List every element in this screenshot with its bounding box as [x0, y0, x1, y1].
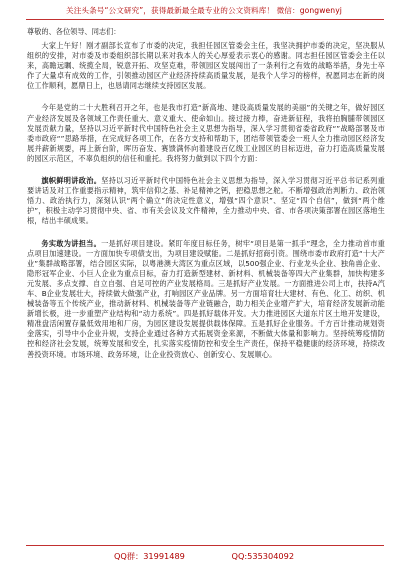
paragraph-1-text: 大家上午好！刚才副部长宣布了市委的决定，我担任园区管委会主任，我坚决拥护市委的决定，坚决服从组织的安排，对市委及市委组织部长期以来对我本人的关心厚爱表示衷心的感谢。同志担任园区管委会主任以来，高瞻远瞩、统揽全局，锐意开拓、攻坚克难，带领园区发展闯出了一条利行之有效的战略举措，身先士卒作了大量卓有成效的工作，引领推动园区产业经济持续高质量发展，是我个人学习的榜样，祝愿同志在新的岗位工作顺利，愿鼎日上，也恳请同志继续支持园区发展。: [27, 41, 385, 91]
paragraph-2: [27, 103, 385, 164]
salutation: 尊敬的、各位领导、同志们：: [27, 27, 121, 36]
paragraph-3: [27, 176, 385, 226]
footer-qq-group: QQ群：31991489: [113, 551, 185, 561]
bottom-divider: [26, 545, 384, 546]
paragraph-3-text: 坚持以习近平新时代中国特色社会主义思想为指导，深入学习贯彻习近平总书记系列重要讲话及对工作重要指示精神，筑牢信仰之基、补足精神之钙，把稳思想之舵。不断增强政治判断力、政治领悟力、政治执行力，深刻认识“两个确立”的决定性意义，增强“四个意识”、坚定“四个自信”，做到“两个维护”，积极主动学习贯彻中央、省、市有关会议及文件精神，全力推动中央、省、市各项决策部署在园区落地生根，结出丰硕成果。: [27, 176, 385, 226]
paragraph-4: [27, 239, 385, 360]
paragraph-4-text: 一是抓好项目建设。紧盯年度目标任务，树牢“项目是第一抓手”理念，全力推动首市重点项目加速建设。一方面加快专项债支出，为项目建设赋能。二是抓好招商引资。围绕市委市政府打造“十大产业”集群战略部署，结合园区实际，以粤港澳大湾区为重点区域，以500强企业、行业龙头企业、独角兽企业、隐形冠军企业、小巨人企业为重点目标，奋力打造新型建材、新材料、机械装备等四大产业集群，加快构建多元发展、多点支撑、自立自强、自足可控的产业发展格局。三是抓好产业发展。一方面推进公司上市，扶持A汽车、B企业发展壮大，持续做大做强产业，打响园区产业品牌。另一方面培育壮大建材、有色、化工、纺织、机械装备等五个传统产业，推动新材料、机械装备等产业链融合，助力相关企业增产扩大，培育经济发展新动能新增长极，进一步重塑产业结构和“动力系统”。四是抓好载体开发。大力推进园区大道东片区土地开发建设，精准盘活闲置存量低效用地和厂房，为园区建设发展提供载体保障。五是抓好企业服务。千方百计推动规划资金落实，引导中小企业升规，支持企业通过各种方式拓展资金来源，不断做大体量和影响力。坚持统筹疫情防控和经济社会发展，统筹发展和安全，扎实落实疫情防控和安全生产责任，保持平稳健康的经济环境，持续改善投资环境。市场环境、政务环境，让企业投资放心、创新安心、发展顺心。: [27, 238, 385, 359]
footer-qq: QQ:535304092: [231, 551, 295, 561]
top-divider: [26, 19, 384, 20]
paragraph-4-lead: 务实敢为讲担当。: [41, 238, 102, 248]
top-banner: 关注头条号“公文研究”，获得最新最全最专业的公文资料库！ 微信：gongwenyj: [66, 6, 342, 15]
document-body: [27, 41, 385, 372]
footer: [0, 551, 408, 562]
paragraph-2-text: 今年是党的二十大胜利召开之年，也是我市打造“新高地、建设高质量发展的美丽”的关键之年，做好园区产业经济发展及各领域工作责任重大、意义重大、使命如山。接过接力棒，奋进新征程，我将拍胸脯带领园区发展贡献力量，坚持以习近平新时代中国特色社会主义思想为指导，深入学习贯彻省委省政府“”战略部署及市委市政府“”思路举措，在完成好各项工作，在各方支持和帮助下，团结带领管委会一班人全力推动园区经济发展并薪新规要，再上新台阶，晖历奋发、赛馈满怀向着建设百亿级工业园区的目标迈进，奋力打造高质量发展的园区示范区，不辜负组织的信任和重托。我将努力做到以下四个方面：: [27, 103, 385, 163]
paragraph-3-lead: 旗帜鲜明讲政治。: [41, 176, 102, 186]
paragraph-1: [27, 41, 385, 91]
